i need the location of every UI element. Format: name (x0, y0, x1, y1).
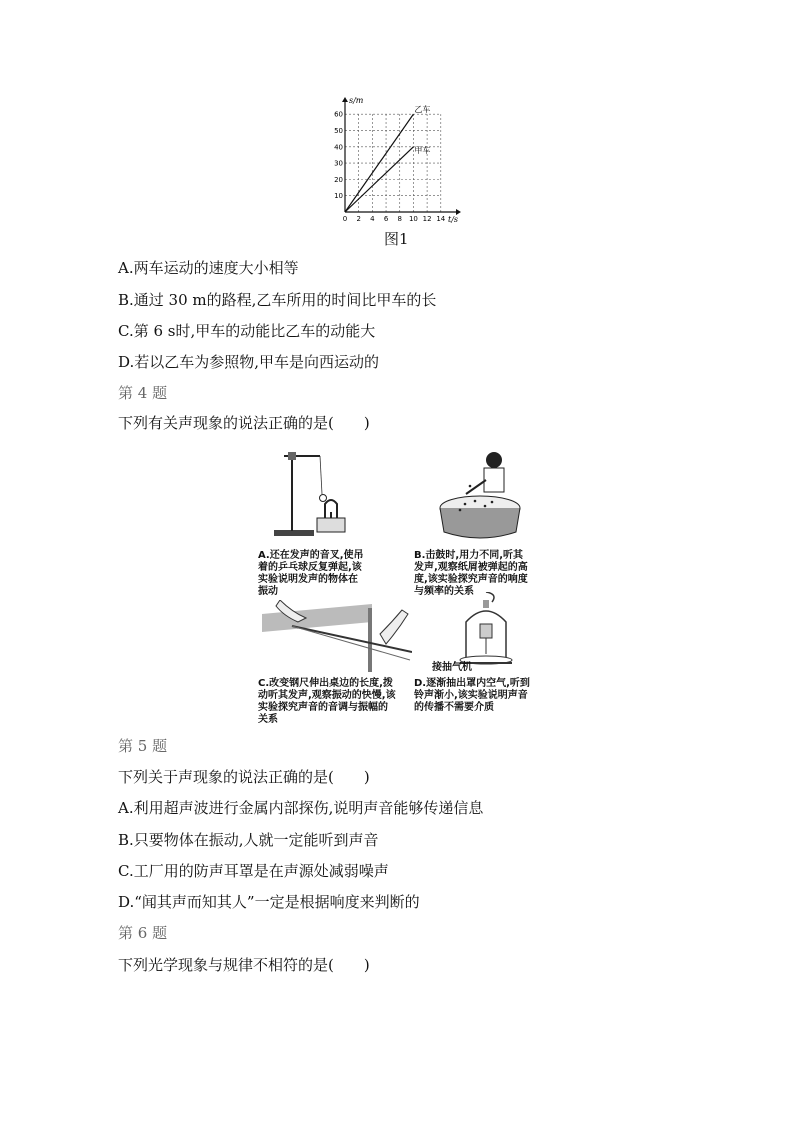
vacuum-pump-label: 接抽气机 (432, 662, 472, 673)
x-tick-label: 0 (342, 215, 348, 223)
q5-option-b: B.只要物体在振动,人就一定能听到声音 (118, 831, 379, 849)
panel-a-caption: A.还在发声的音叉,使吊 着的乒乓球反复弹起,该 实验说明发声的物体在 振动 (258, 550, 364, 597)
series-line-yi (345, 114, 413, 212)
q6-stem: 下列光学现象与规律不相符的是( ) (118, 956, 370, 974)
x-tick-label: 12 (422, 215, 432, 223)
panel-c-caption: C.改变钢尺伸出桌边的长度,拨 动听其发声,观察振动的快慢,该 实验探究声音的音调与振幅的 关系 (258, 678, 396, 725)
y-tick-label: 50 (334, 126, 343, 135)
figure-caption: 图1 (384, 230, 409, 248)
series-label: 甲车 (414, 145, 431, 155)
y-axis-label: s/m (349, 96, 364, 105)
series-label: 乙车 (414, 105, 431, 115)
x-tick-label: 14 (436, 215, 446, 223)
series-line-jia (345, 147, 413, 212)
panel-d-caption: D.逐渐抽出罩内空气,听到 铃声渐小,该实验说明声音 的传播不需要介质 (414, 678, 530, 713)
q5-header: 第 5 题 (118, 737, 168, 755)
q5-option-a: A.利用超声波进行金属内部探伤,说明声音能够传递信息 (118, 799, 484, 817)
q4-stem: 下列有关声现象的说法正确的是( ) (118, 414, 370, 432)
drum-illustration (430, 446, 540, 546)
y-axis-arrow (342, 97, 348, 102)
q6-header: 第 6 题 (118, 924, 168, 942)
y-tick-label: 20 (334, 175, 343, 184)
panel-b-caption: B.击鼓时,用力不同,听其 发声,观察纸屑被弹起的高 度,该实验探究声音的响度 与频率的关系 (414, 550, 528, 597)
q3-option-d: D.若以乙车为参照物,甲车是向西运动的 (118, 353, 380, 371)
ruler-illustration (262, 600, 412, 675)
q3-option-c: C.第 6 s时,甲车的动能比乙车的动能大 (118, 322, 376, 340)
q3-option-a: A.两车运动的速度大小相等 (118, 259, 299, 277)
q5-option-d: D.“闻其声而知其人”一定是根据响度来判断的 (118, 893, 420, 911)
q5-stem: 下列关于声现象的说法正确的是( ) (118, 768, 370, 786)
x-axis-label: t/s (448, 215, 459, 224)
y-tick-label: 40 (334, 143, 343, 152)
x-tick-label: 6 (383, 215, 389, 223)
q4-header: 第 4 题 (118, 384, 168, 402)
x-tick-label: 2 (356, 215, 361, 223)
x-tick-label: 10 (408, 215, 418, 223)
x-tick-label: 4 (370, 215, 375, 223)
chart-grid (345, 114, 441, 212)
distance-time-chart (330, 92, 470, 224)
x-tick-label: 8 (397, 215, 402, 223)
y-tick-label: 30 (334, 159, 343, 168)
q3-option-b: B.通过 30 m的路程,乙车所用的时间比甲车的长 (118, 291, 437, 309)
y-tick-label: 60 (334, 110, 343, 119)
q5-option-c: C.工厂用的防声耳罩是在声源处减弱噪声 (118, 862, 389, 880)
y-tick-label: 10 (334, 192, 343, 201)
tuning-fork-illustration (262, 446, 412, 548)
